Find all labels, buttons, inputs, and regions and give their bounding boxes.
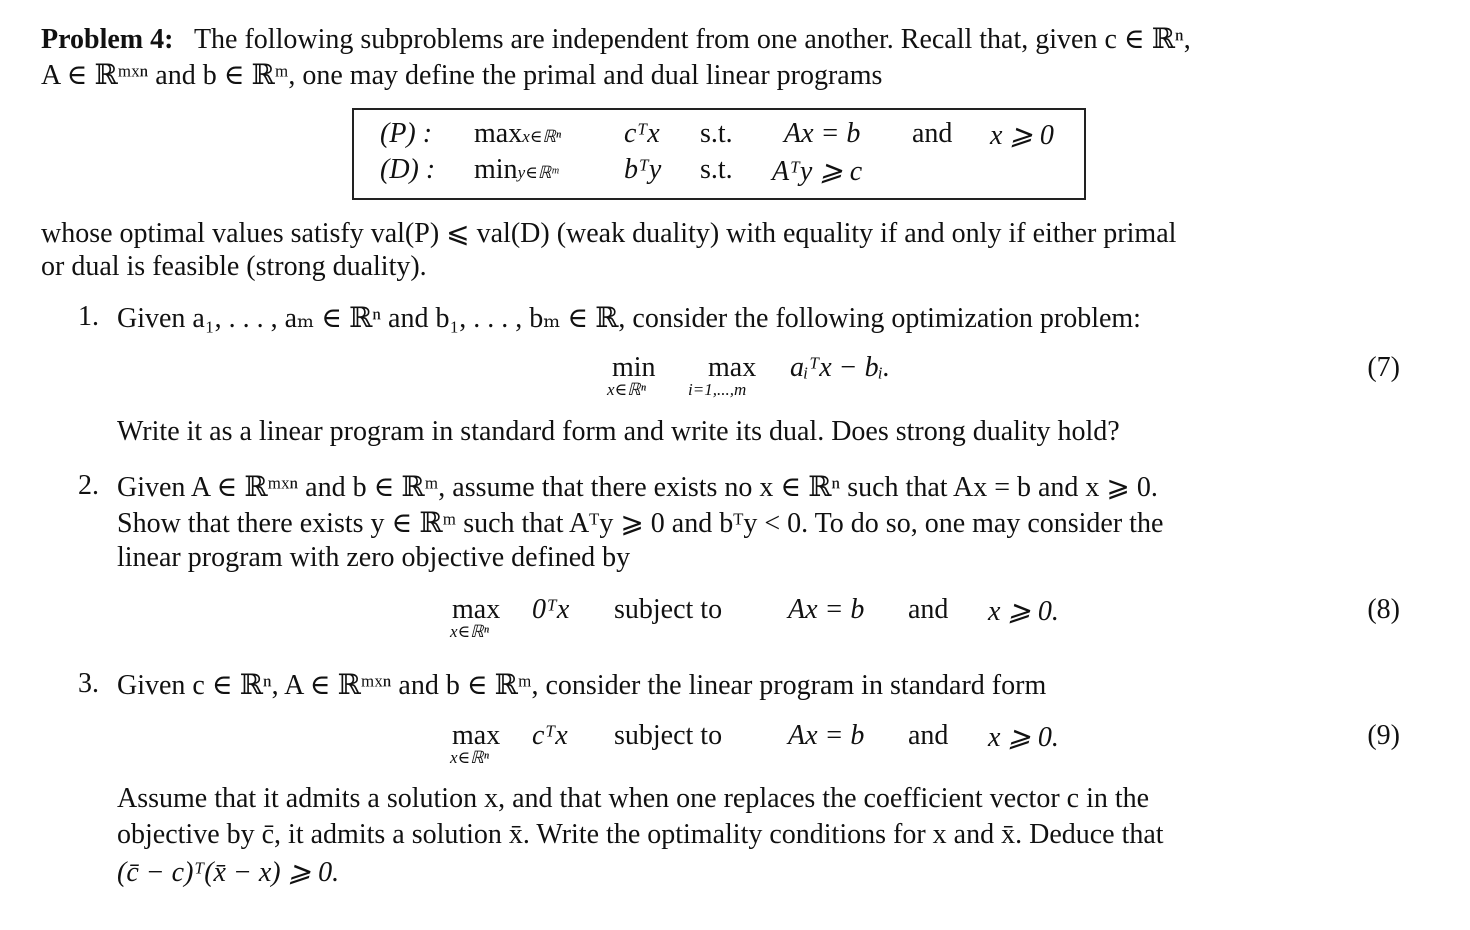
- item-3-number: 3.: [78, 668, 99, 699]
- eq9-number: (9): [1367, 720, 1400, 751]
- dual-objective: bᵀy: [624, 154, 662, 185]
- eq8-number: (8): [1367, 594, 1400, 625]
- item-3-line-1: Given c ∈ ℝⁿ, A ∈ ℝᵐˣⁿ and b ∈ ℝᵐ, consider the linear program in standard form: [117, 670, 1047, 701]
- intro-line-2: A ∈ ℝᵐˣⁿ and b ∈ ℝᵐ, one may define the primal and dual linear programs: [41, 60, 883, 91]
- after-line-1: whose optimal values satisfy val(P) ⩽ val(D) (weak duality) with equality if and only if either primal: [41, 218, 1177, 249]
- primal-st: s.t.: [700, 118, 733, 149]
- item-3-line-2: Assume that it admits a solution x, and that when one replaces the coefficient vector c in the: [117, 783, 1150, 814]
- primal-dual-box: [352, 108, 1086, 200]
- item-1-number: 1.: [78, 301, 99, 332]
- eq7-max-sub: i=1,...,m: [688, 380, 747, 399]
- eq8-max: max: [452, 594, 501, 625]
- primal-op: maxx∈ℝⁿ: [474, 118, 562, 149]
- dual-st: s.t.: [700, 154, 733, 185]
- eq8-constraint: Ax = b: [788, 594, 865, 625]
- eq8-and: and: [908, 594, 949, 625]
- item-2-number: 2.: [78, 470, 99, 501]
- intro-text-1: The following subproblems are independent from one another. Recall that, given c ∈ ℝⁿ,: [193, 24, 1191, 55]
- item-2-line-3: linear program with zero objective defined by: [117, 542, 631, 573]
- item-3-line-3: objective by c̄, it admits a solution x̄. Write the optimality conditions for x and x̄. Deduce that: [117, 819, 1164, 850]
- dual-op-sub: y∈ℝᵐ: [517, 163, 559, 182]
- dual-constraint: Aᵀy ⩾ c: [772, 156, 863, 187]
- primal-and: and: [912, 118, 953, 149]
- eq8-max-sub: x∈ℝⁿ: [450, 622, 489, 641]
- item-2-line-1: Given A ∈ ℝᵐˣⁿ and b ∈ ℝᵐ, assume that there exists no x ∈ ℝⁿ such that Ax = b and x ⩾ 0.: [117, 472, 1158, 503]
- eq8-sign: x ⩾ 0.: [988, 596, 1059, 627]
- eq7-min-sub: x∈ℝⁿ: [607, 380, 646, 399]
- primal-sign: x ⩾ 0: [990, 120, 1054, 151]
- eq9-and: and: [908, 720, 949, 751]
- problem-heading: Problem 4:: [41, 24, 174, 55]
- eq9-objective: cᵀx: [532, 720, 568, 751]
- eq8-subject-to: subject to: [614, 594, 723, 625]
- intro-line-1: [41, 22, 1191, 56]
- primal-op-sub: x∈ℝⁿ: [522, 127, 562, 146]
- primal-objective: cᵀx: [624, 118, 660, 149]
- item-1-line-2: Write it as a linear program in standard form and write its dual. Does strong duality hold?: [117, 416, 1120, 447]
- dual-label: (D) :: [380, 154, 436, 185]
- eq9-max: max: [452, 720, 501, 751]
- item-2-line-2: Show that there exists y ∈ ℝᵐ such that Aᵀy ⩾ 0 and bᵀy < 0. To do so, one may consider the: [117, 508, 1164, 539]
- eq9-constraint: Ax = b: [788, 720, 865, 751]
- eq7-body: aᵢᵀx − bᵢ.: [790, 352, 890, 383]
- primal-constraint: Ax = b: [784, 118, 861, 149]
- after-line-2: or dual is feasible (strong duality).: [41, 251, 427, 282]
- eq9-sign: x ⩾ 0.: [988, 722, 1059, 753]
- primal-label: (P) :: [380, 118, 433, 149]
- eq7-max: max: [708, 352, 757, 383]
- eq9-max-sub: x∈ℝⁿ: [450, 748, 489, 767]
- item-1-line-1: Given a₁, . . . , aₘ ∈ ℝⁿ and b₁, . . . , bₘ ∈ ℝ, consider the following optimization problem:: [117, 303, 1141, 334]
- item-3-line-4: (c̄ − c)ᵀ(x̄ − x) ⩾ 0.: [117, 857, 340, 888]
- eq7-number: (7): [1367, 352, 1400, 383]
- eq7-min: min: [612, 352, 656, 383]
- eq9-subject-to: subject to: [614, 720, 723, 751]
- eq8-objective: 0ᵀx: [532, 594, 570, 625]
- dual-op: miny∈ℝᵐ: [474, 154, 559, 185]
